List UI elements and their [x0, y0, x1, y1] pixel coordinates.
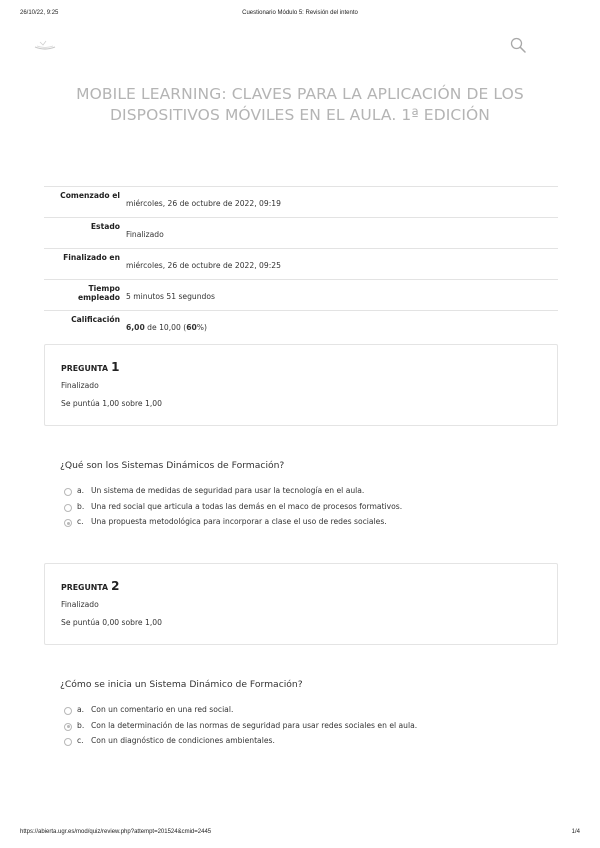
grade-middle: de 10,00 ( — [144, 323, 187, 332]
grade-end: %) — [196, 323, 207, 332]
answer-letter: b. — [77, 720, 85, 730]
answer-letter: a. — [77, 705, 85, 714]
question-grade: Se puntúa 0,00 sobre 1,00 — [61, 618, 162, 627]
question-number — [61, 360, 119, 374]
answer-text: Con un diagnóstico de condiciones ambientales. — [91, 736, 275, 745]
finished-label: Finalizado en — [63, 253, 120, 262]
answer-text: Una propuesta metodológica para incorporar a clase el uso de redes sociales. — [91, 517, 387, 526]
started-label: Comenzado el — [60, 191, 120, 200]
question-grade: Se puntúa 1,00 sobre 1,00 — [61, 399, 162, 408]
print-url[interactable]: https://abierta.ugr.es/mod/quiz/review.php?attempt=201524&cmid=2445 — [20, 829, 212, 835]
attempt-summary-table — [44, 186, 558, 341]
question-number-value: 2 — [111, 579, 120, 593]
grade-label: Calificación — [71, 315, 120, 324]
state-label: Estado — [90, 222, 120, 231]
answer-letter: b. — [77, 501, 85, 511]
question-number-value: 1 — [111, 360, 120, 374]
summary-row-finished — [44, 249, 558, 280]
radio-button[interactable] — [64, 504, 72, 512]
question-info-1 — [44, 344, 558, 426]
question-label: PREGUNTA — [61, 583, 109, 592]
answer-text: Con la determinación de las normas de seguridad para usar redes sociales en el aula. — [91, 720, 418, 730]
grade-value — [126, 311, 558, 342]
course-title: MOBILE LEARNING: CLAVES PARA LA APLICACIÓN DE LOS DISPOSITIVOS MÓVILES EN EL AULA. 1ª EDICIÓN — [76, 85, 524, 124]
question-info-2 — [44, 563, 558, 645]
question-text-1: ¿Qué son los Sistemas Dinámicos de Formación? — [60, 460, 285, 471]
time-label: Tiempo empleado — [77, 284, 120, 302]
answer-text: Un sistema de medidas de seguridad para usar la tecnología en el aula. — [91, 486, 365, 495]
radio-button-selected[interactable] — [64, 519, 72, 527]
summary-row-grade — [44, 311, 558, 342]
print-page-number: 1/4 — [571, 829, 580, 835]
radio-button-selected[interactable] — [64, 723, 72, 731]
grade-percent: 60 — [186, 323, 197, 332]
started-value: miércoles, 26 de octubre de 2022, 09:19 — [126, 199, 281, 208]
question-number — [61, 579, 119, 593]
answer-text: Una red social que articula a todas las demás en el maco de procesos formativos. — [91, 501, 403, 511]
answer-letter: c. — [77, 517, 84, 526]
answer-letter: a. — [77, 486, 85, 495]
question-state: Finalizado — [61, 381, 99, 390]
print-header — [0, 10, 600, 20]
question-state: Finalizado — [61, 600, 99, 609]
site-logo-icon[interactable] — [34, 38, 56, 52]
answer-letter: c. — [77, 736, 84, 745]
summary-row-time — [44, 280, 558, 311]
finished-value: miércoles, 26 de octubre de 2022, 09:25 — [126, 261, 281, 270]
radio-button[interactable] — [64, 488, 72, 496]
print-footer — [0, 829, 600, 839]
search-icon[interactable] — [510, 37, 526, 53]
radio-button[interactable] — [64, 738, 72, 746]
summary-row-state — [44, 218, 558, 249]
print-page-title: Cuestionario Módulo 5: Revisión del intento — [242, 10, 358, 16]
state-value: Finalizado — [126, 230, 164, 239]
print-datetime: 26/10/22, 9:25 — [20, 10, 59, 16]
question-text-2: ¿Cómo se inicia un Sistema Dinámico de Formación? — [60, 679, 303, 690]
question-label: PREGUNTA — [61, 364, 109, 373]
summary-row-started — [44, 187, 558, 218]
answer-text: Con un comentario en una red social. — [91, 705, 234, 714]
time-value: 5 minutos 51 segundos — [126, 292, 215, 301]
grade-score: 6,00 — [126, 323, 145, 332]
radio-button[interactable] — [64, 707, 72, 715]
